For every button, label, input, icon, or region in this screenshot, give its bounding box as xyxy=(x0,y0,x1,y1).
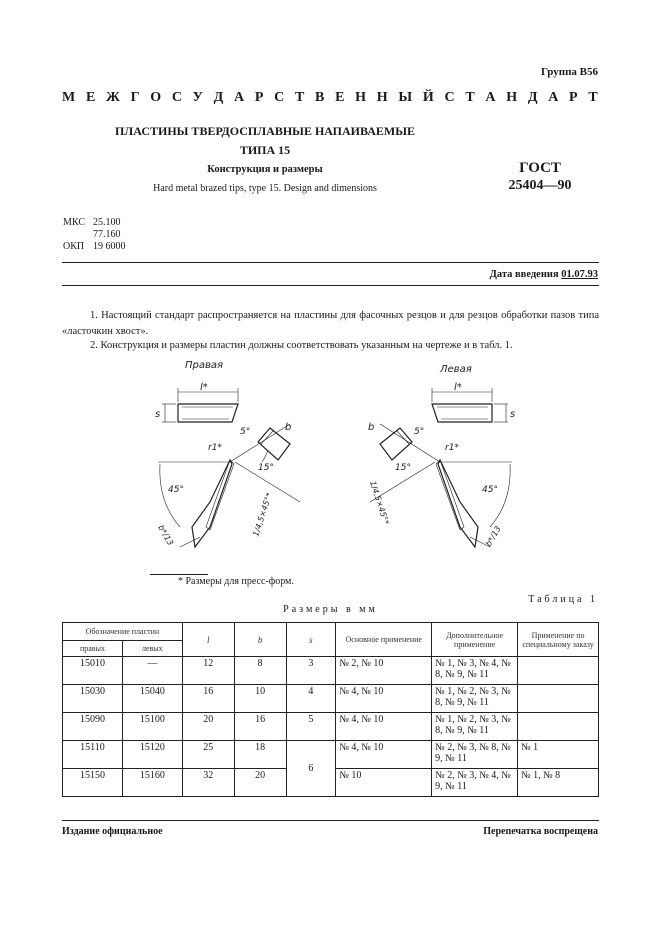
cell-b: 20 xyxy=(234,769,286,797)
dim-b-left: b xyxy=(368,422,375,433)
gost-number: 25404—90 xyxy=(508,178,572,193)
cell-b: 18 xyxy=(234,741,286,769)
banner-letter: Р xyxy=(569,90,578,105)
cell-extra: № 2, № 3, № 4, № 9, № 11 xyxy=(432,769,518,797)
cell-right: 15030 xyxy=(63,685,123,713)
divider-top xyxy=(62,262,599,263)
banner-letter: Д xyxy=(213,90,224,105)
angle-15-left: 15° xyxy=(395,463,411,473)
banner-letter: А xyxy=(234,90,245,105)
angle-5-right: 5° xyxy=(240,427,251,437)
banner-letter: В xyxy=(315,90,325,105)
cell-s: 3 xyxy=(286,657,336,685)
footnote: * Размеры для пресс-форм. xyxy=(178,576,294,587)
banner-letter: Ы xyxy=(398,90,413,105)
edition-official: Издание официальное xyxy=(62,826,163,837)
mks-value-2: 77.160 xyxy=(93,229,121,240)
paragraph-2: 2. Конструкция и размеры пластин должны соответствовать указанным на чертеже и в табл. 1. xyxy=(90,340,513,351)
label-right: Правая xyxy=(185,360,224,371)
cell-special xyxy=(518,713,599,741)
title-subtitle: Конструкция и размеры xyxy=(207,164,323,175)
cell-special: № 1, № 8 xyxy=(518,769,599,797)
cell-right: 15090 xyxy=(63,713,123,741)
cell-l: 25 xyxy=(182,741,234,769)
cell-b: 16 xyxy=(234,713,286,741)
banner-letter: С xyxy=(444,90,455,105)
cell-s: 4 xyxy=(286,685,336,713)
cell-special xyxy=(518,657,599,685)
dim-l-right: l* xyxy=(200,382,208,393)
cell-s: 6 xyxy=(286,741,336,797)
cell-extra: № 1, № 2, № 3, № 8, № 9, № 11 xyxy=(432,685,518,713)
standard-banner xyxy=(62,90,598,106)
reprint-prohibited: Перепечатка воспрещена xyxy=(483,826,598,837)
banner-letter: С xyxy=(274,90,285,105)
cell-left: 15160 xyxy=(122,769,182,797)
left-tip-front-view xyxy=(438,460,478,547)
label-left: Левая xyxy=(440,364,472,375)
classification-codes xyxy=(63,217,126,253)
right-tip-front-view xyxy=(192,460,232,547)
cell-b: 10 xyxy=(234,685,286,713)
table-row xyxy=(63,657,599,685)
dim-r-right: r1* xyxy=(208,443,222,453)
banner-letter: Н xyxy=(376,90,388,105)
mks-label: МКС xyxy=(63,217,85,228)
banner-letter: Г xyxy=(130,90,140,105)
th-right: правых xyxy=(63,641,123,657)
dim-r-left: r1* xyxy=(445,443,459,453)
group-label: Группа В56 xyxy=(540,66,598,78)
cell-s: 5 xyxy=(286,713,336,741)
divider-date xyxy=(62,285,599,286)
banner-letter: Т xyxy=(465,90,475,105)
banner-letter: М xyxy=(62,90,76,105)
dim-chamfer-right: 1/4,5×45°* xyxy=(251,491,274,538)
date-label: Дата введения xyxy=(489,269,559,280)
effective-date xyxy=(490,269,598,280)
dim-s-left: s xyxy=(510,409,516,420)
angle-5-left: 5° xyxy=(414,427,425,437)
th-s: s xyxy=(286,623,336,657)
title-line-2: ТИПА 15 xyxy=(239,143,291,157)
table-caption: Таблица 1 xyxy=(528,594,598,605)
paragraph-1: 1. Настоящий стандарт распространяется на пластины для фасочных резцов и для резцов обработки пазов типа «ласточкин хвост». xyxy=(62,310,599,337)
cell-special xyxy=(518,685,599,713)
th-main: Основное применение xyxy=(336,623,432,657)
banner-letter: Р xyxy=(254,90,264,105)
banner-letter: А xyxy=(548,90,559,105)
banner-letter: У xyxy=(192,90,203,105)
cell-main: № 10 xyxy=(336,769,432,797)
banner-letter: Й xyxy=(422,90,434,105)
th-l: l xyxy=(182,623,234,657)
cell-l: 12 xyxy=(182,657,234,685)
dim-b-right: b xyxy=(285,422,292,433)
th-left: левых xyxy=(122,641,182,657)
mks-value-1: 25.100 xyxy=(93,217,121,228)
cell-main: № 4, № 10 xyxy=(336,741,432,769)
banner-letter: О xyxy=(150,90,162,105)
th-designation: Обозначение пластин xyxy=(63,623,183,641)
okp-value: 19 6000 xyxy=(93,241,126,252)
table-row xyxy=(63,685,599,713)
cell-b: 8 xyxy=(234,657,286,685)
cell-main: № 4, № 10 xyxy=(336,713,432,741)
banner-letter: Н xyxy=(355,90,367,105)
dim-l-left: l* xyxy=(454,382,462,393)
table-units: Размеры в мм xyxy=(283,604,378,615)
cell-extra: № 1, № 2, № 3, № 8, № 9, № 11 xyxy=(432,713,518,741)
tip-drawing xyxy=(140,352,610,572)
banner-letter: А xyxy=(485,90,496,105)
date-value: 01.07.93 xyxy=(561,269,598,280)
banner-letter: Ж xyxy=(106,90,120,105)
left-tip-section xyxy=(380,428,412,460)
cell-l: 20 xyxy=(182,713,234,741)
banner-letter: Н xyxy=(506,90,518,105)
th-extra: Дополнительное применение xyxy=(432,623,518,657)
dimensions-table xyxy=(62,622,599,797)
banner-letter: Т xyxy=(588,90,598,105)
cell-right: 15110 xyxy=(63,741,123,769)
cell-right: 15150 xyxy=(63,769,123,797)
angle-45-left: 45° xyxy=(482,485,498,495)
okp-label: ОКП xyxy=(63,241,85,252)
gost-label: ГОСТ xyxy=(519,160,561,176)
th-b: b xyxy=(234,623,286,657)
cell-main: № 4, № 10 xyxy=(336,685,432,713)
banner-letter: С xyxy=(171,90,182,105)
table-row xyxy=(63,713,599,741)
footnote-rule xyxy=(150,574,208,575)
banner-letter: Д xyxy=(527,90,538,105)
cell-left: 15100 xyxy=(122,713,182,741)
banner-letter: Е xyxy=(85,90,96,105)
th-special: Применение по специальному заказу xyxy=(518,623,599,657)
angle-45-right: 45° xyxy=(168,485,184,495)
divider-bottom xyxy=(62,820,599,821)
dim-chamfer-left: 1/4,5×45°* xyxy=(368,479,391,526)
dim-b13-right: b*/13 xyxy=(156,523,176,548)
cell-left: 15040 xyxy=(122,685,182,713)
banner-letter: Т xyxy=(294,90,305,105)
cell-main: № 2, № 10 xyxy=(336,657,432,685)
cell-left: — xyxy=(122,657,182,685)
cell-extra: № 2, № 3, № 8, № 9, № 11 xyxy=(432,741,518,769)
table-row xyxy=(63,741,599,769)
angle-15-right: 15° xyxy=(258,463,274,473)
cell-special: № 1 xyxy=(518,741,599,769)
cell-extra: № 1, № 3, № 4, № 8, № 9, № 11 xyxy=(432,657,518,685)
cell-left: 15120 xyxy=(122,741,182,769)
dim-s-right: s xyxy=(155,409,161,420)
cell-l: 16 xyxy=(182,685,234,713)
dim-b13-left: b*/13 xyxy=(483,524,503,548)
banner-letter: Е xyxy=(335,90,345,105)
title-english: Hard metal brazed tips, type 15. Design and dimensions xyxy=(153,183,377,194)
title-line-1: ПЛАСТИНЫ ТВЕРДОСПЛАВНЫЕ НАПАИВАЕМЫЕ xyxy=(114,124,416,138)
cell-right: 15010 xyxy=(63,657,123,685)
cell-l: 32 xyxy=(182,769,234,797)
